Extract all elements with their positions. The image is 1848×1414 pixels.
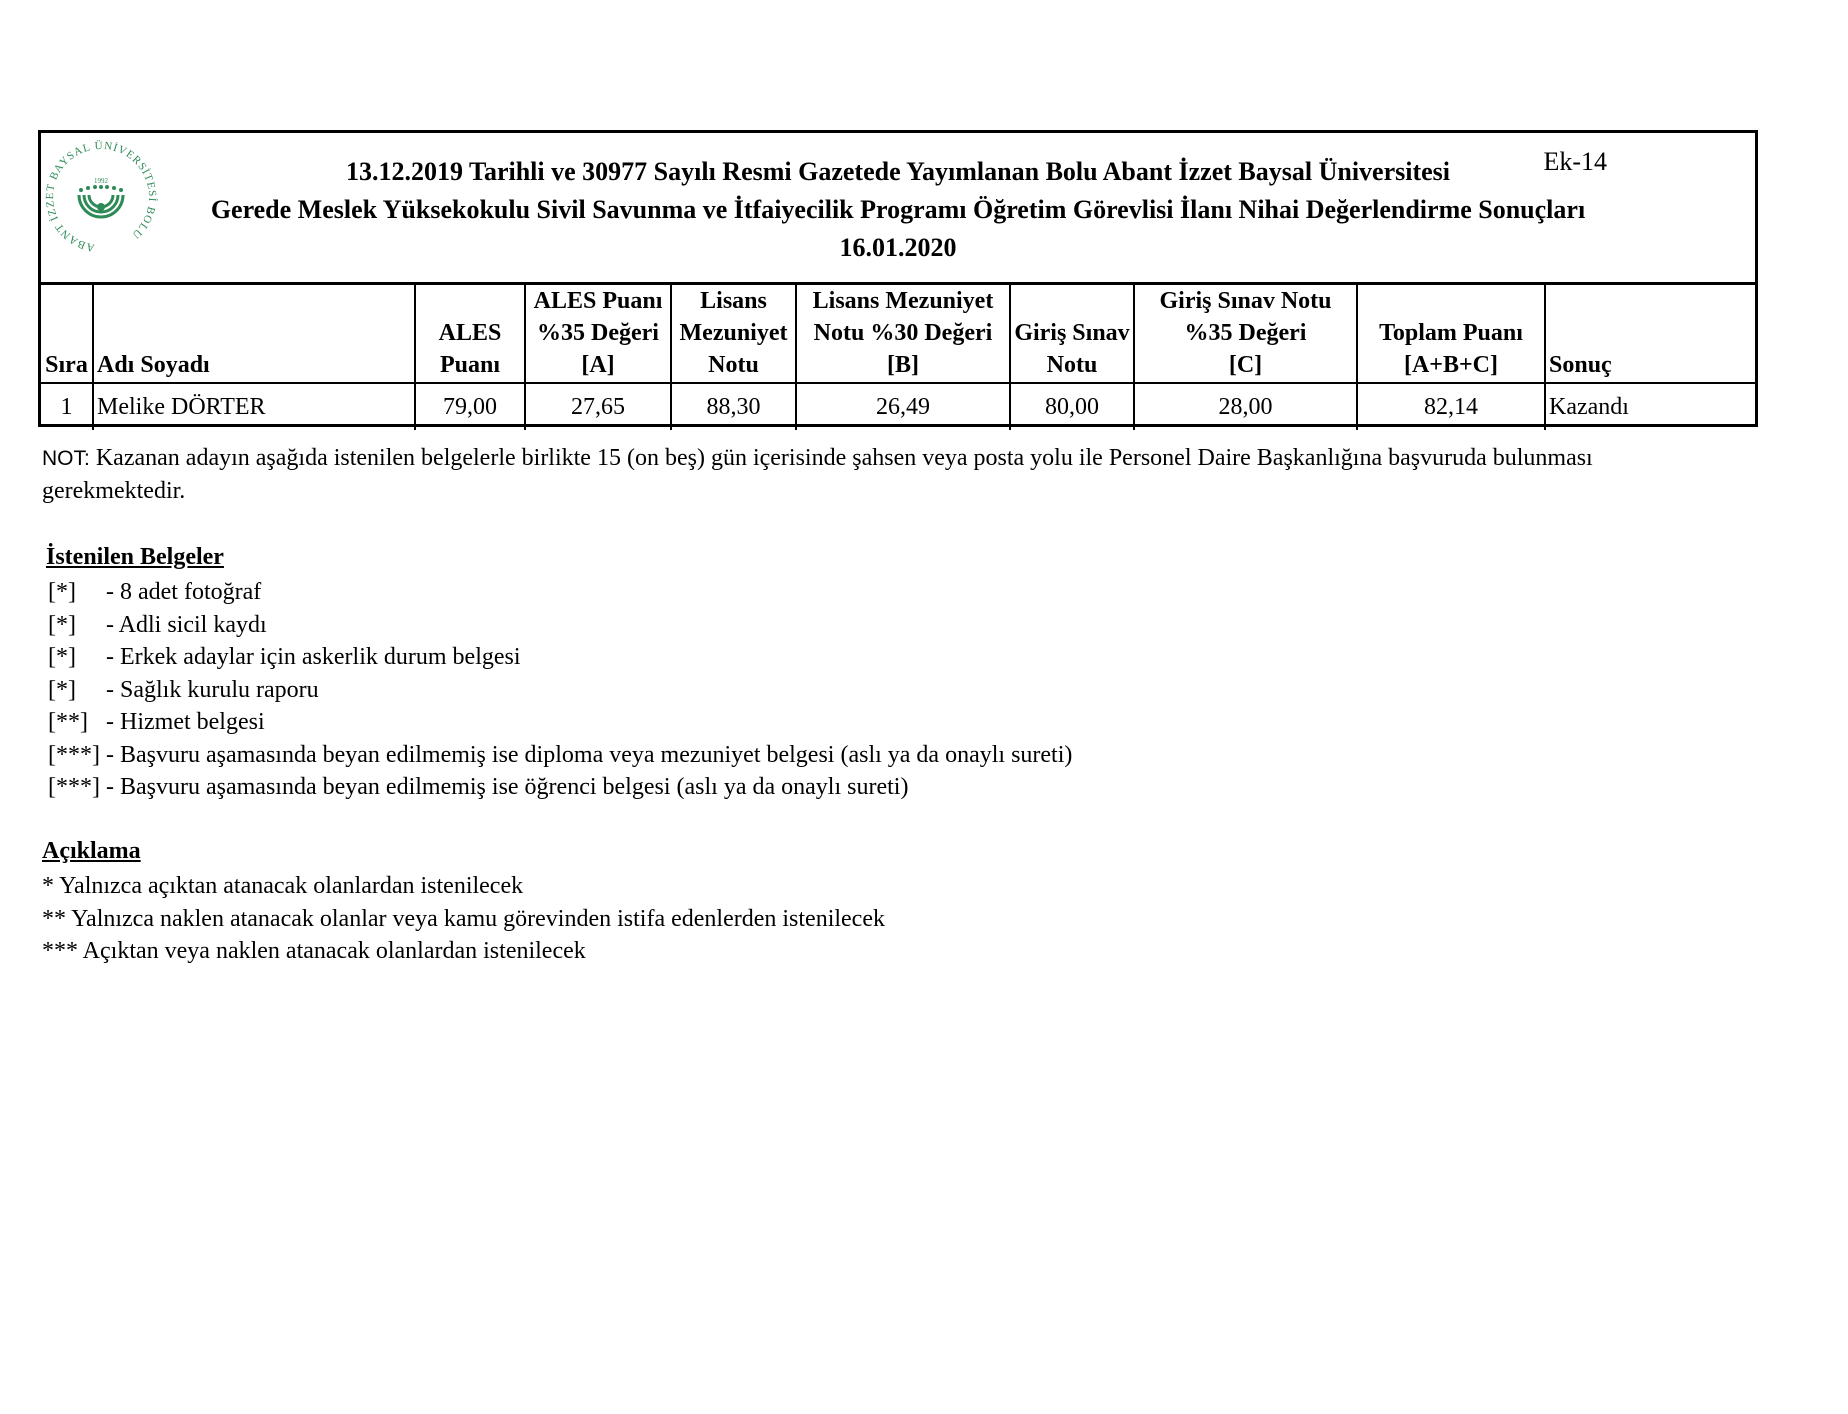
results-table: [41, 285, 1755, 430]
explanation-list: [42, 870, 885, 968]
title-line-1: 13.12.2019 Tarihli ve 30977 Sayılı Resmi Gazetede Yayımlanan Bolu Abant İzzet Baysal Üniversitesi: [345, 157, 1451, 186]
list-item: [48, 576, 1072, 609]
document-mark: [***]: [48, 741, 100, 768]
list-item: ** Yalnızca naklen atanacak olanlar veya kamu görevinden istifa edenlerden istenilecek: [42, 905, 885, 932]
header-adi-soyadi: Adı Soyadı: [93, 285, 415, 383]
cell-sira: 1: [41, 383, 93, 430]
note-text: Kazanan adayın aşağıda istenilen belgelerle birlikte 15 (on beş) gün içerisinde şahsen veya posta yolu ile Personel Daire Başkanlığına başvuruda bulunması gerekmektedir.: [42, 445, 1593, 504]
results-frame: [38, 130, 1758, 427]
document-text: - 8 adet fotoğraf: [106, 579, 262, 605]
list-item: [48, 739, 1072, 772]
list-item: [48, 706, 1072, 739]
list-item: * Yalnızca açıktan atanacak olanlardan istenilecek: [42, 873, 524, 899]
header-sonuc: Sonuç: [1545, 285, 1755, 383]
logo-text: ABANT İZZET BAYSAL ÜNİVERSİTESİ BOLU: [43, 139, 159, 254]
header-lisans-notu: Lisans Mezuniyet Notu: [671, 285, 796, 383]
document-mark: [*]: [48, 676, 76, 703]
note-label: NOT:: [42, 447, 90, 470]
title-line-2: Gerede Meslek Yüksekokulu Sivil Savunma ve İtfaiyecilik Programı Öğretim Görevlisi İlanı Nihai Değerlendirme Sonuçları: [210, 195, 1586, 224]
required-documents-title: İstenilen Belgeler: [46, 544, 224, 570]
document-text: - Başvuru aşamasında beyan edilmemiş ise diploma veya mezuniyet belgesi (aslı ya da onaylı sureti): [106, 741, 1073, 768]
header-lisans-30: Lisans Mezuniyet Notu %30 Değeri [B]: [796, 285, 1010, 383]
document-text: - Sağlık kurulu raporu: [106, 676, 319, 703]
header-ales-puani: ALES Puanı: [415, 285, 525, 383]
document-text: - Adli sicil kaydı: [106, 611, 267, 638]
document-header: [41, 133, 1755, 285]
document-mark: [*]: [48, 644, 76, 670]
cell-adi-soyadi: Melike DÖRTER: [93, 383, 415, 430]
cell-giris-35: 28,00: [1134, 383, 1357, 430]
header-toplam-puani: Toplam Puanı [A+B+C]: [1357, 285, 1545, 383]
cell-lisans-notu: 88,30: [671, 383, 796, 430]
document-mark: [*]: [48, 611, 76, 638]
note-paragraph: [42, 442, 1642, 508]
document-text: - Hizmet belgesi: [106, 709, 265, 735]
explanation-title: Açıklama: [42, 838, 141, 864]
cell-giris-sinav: 80,00: [1010, 383, 1134, 430]
list-item: [48, 771, 1072, 804]
cell-lisans-30: 26,49: [796, 383, 1010, 430]
cell-sonuc: Kazandı: [1545, 383, 1755, 430]
list-item: [48, 609, 1072, 642]
document-mark: [*]: [48, 579, 76, 605]
logo-year: 1992: [94, 177, 108, 185]
table-row: [41, 383, 1755, 430]
header-giris-sinav: Giriş Sınav Notu: [1010, 285, 1134, 383]
list-item: *** Açıktan veya naklen atanacak olanlardan istenilecek: [42, 938, 586, 964]
cell-toplam-puani: 82,14: [1357, 383, 1545, 430]
cell-ales-puani: 79,00: [415, 383, 525, 430]
list-item: [48, 674, 1072, 707]
required-documents-list: [48, 576, 1072, 804]
header-giris-35: Giriş Sınav Notu %35 Değeri [C]: [1134, 285, 1357, 383]
document-mark: [***]: [48, 774, 100, 800]
header-sira: Sıra: [41, 285, 93, 383]
document-text: - Erkek adaylar için askerlik durum belgesi: [106, 644, 521, 670]
header-ales-35: ALES Puanı %35 Değeri [A]: [525, 285, 671, 383]
document-text: - Başvuru aşamasında beyan edilmemiş ise öğrenci belgesi (aslı ya da onaylı sureti): [106, 774, 909, 800]
annex-label: Ek-14: [1543, 147, 1607, 176]
table-header-row: [41, 285, 1755, 383]
document-mark: [**]: [48, 709, 88, 735]
cell-ales-35: 27,65: [525, 383, 671, 430]
announcement-date: 16.01.2020: [839, 233, 957, 262]
list-item: [48, 641, 1072, 674]
